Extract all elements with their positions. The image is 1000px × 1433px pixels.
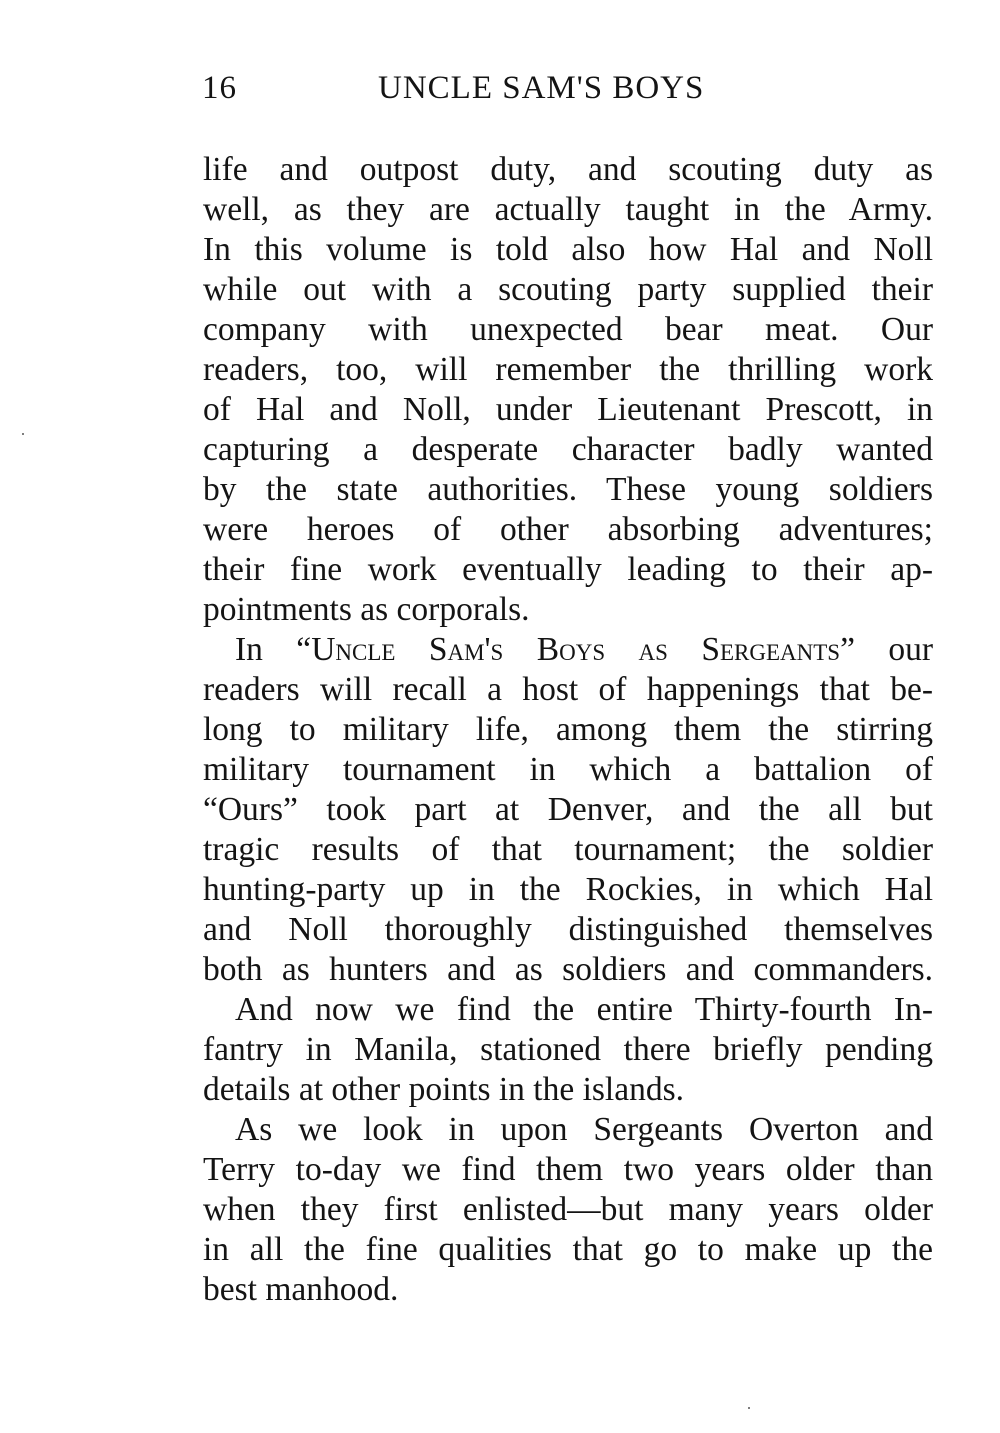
text-line: details at other points in the islands. xyxy=(203,1071,685,1108)
text-line: well, as they are actually taught in the Army. xyxy=(203,191,933,228)
text-line: readers will recall a host of happenings that be- xyxy=(203,671,933,708)
body-text xyxy=(203,150,933,1310)
text-line: “Ours” took part at Denver, and the all but xyxy=(203,791,933,828)
text-line: best manhood. xyxy=(203,1271,399,1308)
text-line: of Hal and Noll, under Lieutenant Prescott, in xyxy=(203,391,933,428)
text-line: in all the fine qualities that go to make up the xyxy=(203,1231,933,1268)
text-line: fantry in Manila, stationed there briefly pending xyxy=(203,1031,933,1068)
text-line: military tournament in which a battalion of xyxy=(203,751,933,788)
text-line: tragic results of that tournament; the soldier xyxy=(203,831,933,868)
text-line: Terry to-day we find them two years older than xyxy=(203,1151,933,1188)
paragraph-2 xyxy=(203,630,933,990)
text-fragment: ” our xyxy=(840,631,933,668)
text-line: hunting-party up in the Rockies, in which Hal xyxy=(203,871,933,908)
text-line: while out with a scouting party supplied their xyxy=(203,271,933,308)
text-fragment: In “ xyxy=(235,631,312,668)
text-line: their fine work eventually leading to their ap- xyxy=(203,551,933,588)
text-line: long to military life, among them the stirring xyxy=(203,711,933,748)
text-line: were heroes of other absorbing adventures; xyxy=(203,511,933,548)
text-line: when they first enlisted—but many years older xyxy=(203,1191,933,1228)
text-line: readers, too, will remember the thrilling work xyxy=(203,351,933,388)
paragraph-4 xyxy=(203,1110,933,1310)
text-line: pointments as corporals. xyxy=(203,591,530,628)
text-line: company with unexpected bear meat. Our xyxy=(203,311,933,348)
scan-speck xyxy=(22,433,24,435)
paragraph-1 xyxy=(203,150,933,630)
text-line: both as hunters and as soldiers and commanders. xyxy=(203,951,933,988)
running-head xyxy=(200,66,932,110)
text-line: and Noll thoroughly distinguished themselves xyxy=(203,911,933,948)
running-title: UNCLE SAM'S BOYS xyxy=(378,70,705,106)
text-line: by the state authorities. These young soldiers xyxy=(203,471,933,508)
text-line: And now we find the entire Thirty-fourth In- xyxy=(235,991,933,1028)
page-number: 16 xyxy=(202,70,237,106)
text-line: In this volume is told also how Hal and Noll xyxy=(203,231,933,268)
text-line: capturing a desperate character badly wanted xyxy=(203,431,933,468)
text-line: life and outpost duty, and scouting duty as xyxy=(203,151,933,188)
book-title: Uncle Sam's Boys as Sergeants xyxy=(311,631,841,668)
text-line-with-title xyxy=(203,630,933,670)
text-line: As we look in upon Sergeants Overton and xyxy=(235,1111,933,1148)
paragraph-3 xyxy=(203,990,933,1110)
scan-speck xyxy=(748,1407,750,1409)
